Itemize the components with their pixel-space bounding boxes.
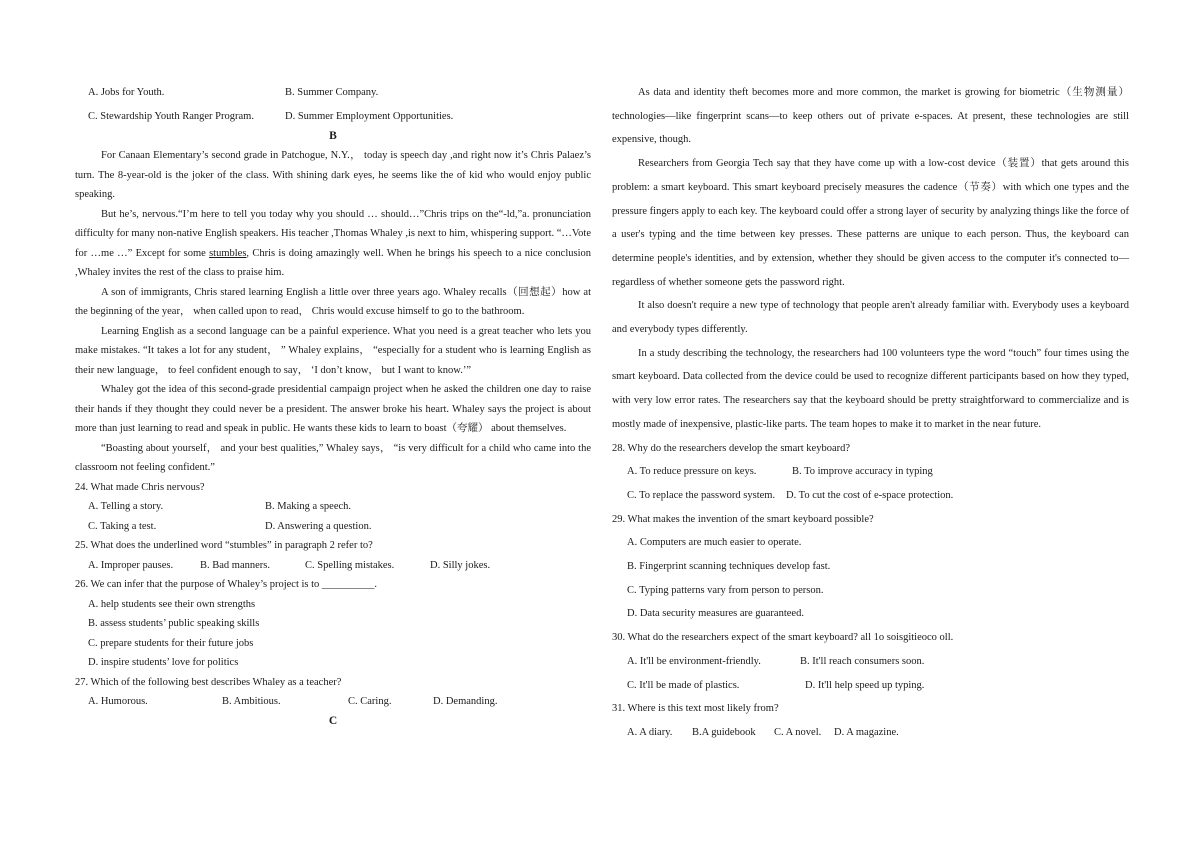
passage-b-paragraph-2 — [75, 205, 591, 283]
passage-b-paragraph-3: A son of immigrants, Chris stared learning English a little over three years ago. Whaley recalls（回想起）how at the beginning of the year， when called upon to read， Chris would excuse himself to go to the bathroom. — [75, 286, 591, 317]
question-28-stem: 28. Why do the researchers develop the smart keyboard? — [612, 442, 851, 454]
passage-b-paragraph-6: “Boasting about yourself， and your best qualities,” Whaley says， “is very difficult for a child who came into the classroom not feeling confident.” — [75, 442, 591, 473]
question-31-option-c: C. A novel. — [774, 726, 822, 738]
paragraph-2-text-pre: But he’s, nervous.“I’m here to tell you today why you should … should…”Chris trips on the“-ld,”a. pronunciation difficulty for many non-native English speakers. His teacher ,Thomas Whaley ,is next to him, whispering support. “…Vote for …me …” Except for some — [75, 208, 591, 259]
section-c-heading: C — [328, 714, 338, 727]
question-30-option-c: C. It'll be made of plastics. — [627, 679, 740, 691]
question-23-option-d: D. Summer Employment Opportunities. — [285, 111, 454, 122]
question-31-option-a: A. A diary. — [627, 726, 673, 738]
question-28-option-d: D. To cut the cost of e-space protection. — [786, 489, 954, 501]
question-26-option-d: D. inspire students’ love for politics — [88, 657, 239, 668]
question-26-option-c: C. prepare students for their future jobs — [88, 637, 254, 649]
paragraph-2-text-post: , Chris is doing amazingly well. When he brings his speech to a nice conclusion ,Whaley invites the rest of the class to praise him. — [75, 247, 591, 278]
question-31-option-d: D. A magazine. — [834, 726, 899, 738]
question-24-option-c: C. Taking a test. — [88, 520, 157, 532]
question-31-stem: 31. Where is this text most likely from? — [612, 703, 779, 715]
question-26-option-b: B. assess students’ public speaking skills — [88, 618, 260, 629]
question-25-stem: 25. What does the underlined word “stumbles” in paragraph 2 refer to? — [75, 540, 373, 551]
question-30-options-row-1 — [612, 650, 1129, 674]
question-24-stem: 24. What made Chris nervous? — [75, 481, 205, 493]
question-27-option-d: D. Demanding. — [433, 696, 498, 707]
question-27-options-row — [75, 692, 591, 712]
question-27-option-a: A. Humorous. — [88, 696, 148, 707]
question-27-option-b: B. Ambitious. — [222, 696, 281, 707]
passage-c-paragraph-1: As data and identity theft becomes more and more common, the market is growing for biometric（生物测量）technologies—like fingerprint scans—to keep others out of private e-spaces. At present, these technologies are still expensive, though. — [612, 87, 1129, 146]
passage-c-paragraph-3: It also doesn't require a new type of technology that people aren't already familiar with. Everybody uses a keyboard and everybody types differently. — [612, 300, 1129, 336]
question-28-option-a: A. To reduce pressure on keys. — [627, 466, 757, 478]
question-23-option-a: A. Jobs for Youth. — [88, 87, 165, 98]
question-27-stem: 27. Which of the following best describes Whaley as a teacher? — [75, 676, 342, 688]
question-30-stem: 30. What do the researchers expect of the smart keyboard? all 1o soisgitieoco oll. — [612, 632, 954, 644]
question-29-option-b: B. Fingerprint scanning techniques develop fast. — [627, 561, 831, 573]
section-b-heading: B — [329, 129, 337, 142]
question-24-option-a: A. Telling a story. — [88, 501, 164, 512]
question-31-option-b: B.A guidebook — [692, 726, 756, 738]
passage-b-paragraph-1: For Canaan Elementary’s second grade in Patchogue, N.Y.， today is speech day ,and right now it’s Chris Palaez’s turn. The 8-year-old is the joker of the class. With shining dark eyes, he seems like the of kid who would enjoy public speaking. — [75, 150, 591, 200]
question-28-option-b: B. To improve accuracy in typing — [792, 466, 933, 478]
question-29-stem: 29. What makes the invention of the smart keyboard possible? — [612, 513, 874, 525]
passage-c-paragraph-4: In a study describing the technology, the researchers had 100 volunteers type the word “touch” four times using the smart keyboard. Data collected from the device could be used to recognize different participants based on how they typed, with very low error rates. The researchers say that the keyboard should be pretty straightforward to commercialize and is mostly made of inexpensive, plastic-like parts. The team hopes to make it to market in the near future. — [612, 347, 1129, 430]
question-23-options-row-2 — [75, 107, 591, 127]
question-30-option-b: B. It'll reach consumers soon. — [800, 655, 925, 667]
question-27-option-c: C. Caring. — [348, 696, 392, 707]
right-column — [612, 81, 1129, 745]
question-23-options-row-1 — [75, 83, 591, 103]
question-26-option-a: A. help students see their own strengths — [88, 598, 256, 610]
question-24-option-b: B. Making a speech. — [265, 501, 352, 512]
passage-b-paragraph-5: Whaley got the idea of this second-grade presidential campaign project when he asked the children one day to raise their hands if they thought they could never be a president. The answer broke his heart. Whaley says the project is about more than just learning to read and speak in public. He wants these kids to learn to boast（夸耀） about themselves. — [75, 384, 591, 434]
underlined-word-stumbles: stumbles — [209, 247, 247, 259]
question-28-options-row-1 — [612, 460, 1129, 484]
question-25-option-a: A. Improper pauses. — [88, 559, 174, 571]
question-31-options-row — [612, 721, 1129, 745]
question-29-option-d: D. Data security measures are guaranteed. — [627, 608, 804, 620]
passage-c-paragraph-2: Researchers from Georgia Tech say that they have come up with a low-cost device（装置）that gets around this problem: a smart keyboard. This smart keyboard precisely measures the cadence（节奏）with which one types and the pressure fingers apply to each key. The keyboard could offer a strong layer of security by analyzing things like the force of a user's typing and the time between key presses. These patterns are unique to each person. Thus, the keyboard can determine people's identities, and by extension, whether they should be given access to the computer it's connected to—regardless of whether someone gets the password right. — [612, 158, 1129, 288]
question-24-options-row-1 — [75, 497, 591, 517]
question-25-options-row — [75, 556, 591, 576]
question-30-option-a: A. It'll be environment-friendly. — [627, 655, 761, 667]
question-30-option-d: D. It'll help speed up typing. — [805, 679, 925, 691]
question-25-option-b: B. Bad manners. — [200, 559, 270, 571]
question-23-option-b: B. Summer Company. — [285, 87, 379, 98]
question-23-option-c: C. Stewardship Youth Ranger Program. — [88, 111, 254, 122]
question-25-option-d: D. Silly jokes. — [430, 559, 491, 571]
question-28-options-row-2 — [612, 484, 1129, 508]
question-30-options-row-2 — [612, 674, 1129, 698]
question-29-option-c: C. Typing patterns vary from person to person. — [627, 584, 824, 596]
question-25-option-c: C. Spelling mistakes. — [305, 559, 395, 571]
question-26-stem: 26. We can infer that the purpose of Whaley’s project is to __________. — [75, 579, 378, 590]
left-column — [75, 83, 591, 731]
question-28-option-c: C. To replace the password system. — [627, 489, 776, 501]
question-29-option-a: A. Computers are much easier to operate. — [627, 537, 802, 549]
question-24-option-d: D. Answering a question. — [265, 520, 372, 532]
question-24-options-row-2 — [75, 517, 591, 537]
passage-b-paragraph-4: Learning English as a second language can be a painful experience. What you need is a great teacher who lets you make mistakes. “It takes a lot for any student， ” Whaley explains， “especially for a student who is learning English as their new language， to feel confident enough to say， ‘I don’t know， but I want to know.’” — [75, 325, 591, 376]
